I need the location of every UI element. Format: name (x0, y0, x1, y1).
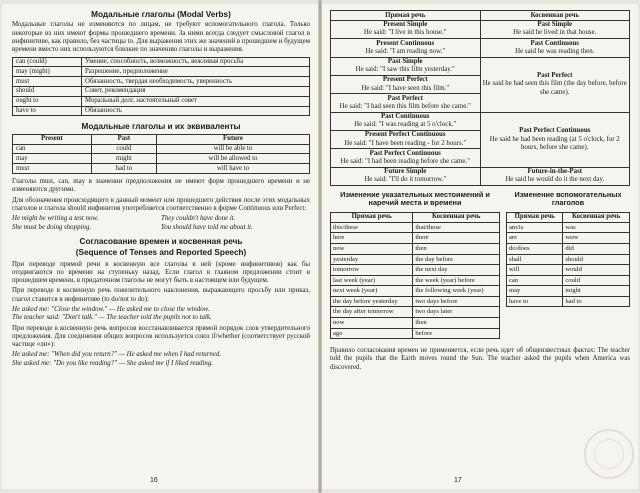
right-page (322, 4, 638, 489)
table-row (331, 167, 630, 185)
aux-reported-cell: was (563, 222, 630, 233)
table-row (13, 106, 310, 116)
aux-reported-cell: might (563, 286, 630, 297)
direct-tense-name: Past Continuous (381, 113, 430, 121)
aux-reported-cell: had to (563, 296, 630, 307)
equiv-cell: will be allowed to (156, 154, 309, 164)
sequence-example: He asked me: "When did you return?" — He asked me when I had returned. (12, 351, 222, 359)
pointer-reported-cell: that/those (413, 222, 500, 233)
equiv-cell: must (13, 164, 92, 174)
direct-tense-name: Past Perfect Continuous (369, 149, 441, 157)
modal-note-1: Глаголы must, can, may в значении предположения не имеют форм прошедшего времени и не изменяются другими. (12, 178, 310, 194)
direct-tense-name: Past Perfect (387, 94, 423, 102)
sequence-example: He asked me: "Close the window." — He asked me to close the window. (12, 306, 210, 314)
pointer-direct-cell: yesterday (331, 254, 413, 265)
pointer-direct-cell: the day before yesterday (331, 296, 413, 307)
aux-reported-cell: should (563, 254, 630, 265)
pointer-direct-cell: here (331, 233, 413, 244)
modal-verb-cell: have to (13, 106, 82, 116)
sequence-example: The teacher said: "Don't talk." — The teacher told the pupils not to talk. (12, 314, 212, 322)
pointer-reported-cell: then (413, 318, 500, 329)
note-example: They couldn't have done it. (161, 215, 236, 223)
modal-meaning-cell: Совет, рекомендация (82, 86, 310, 96)
modal-verbs-title: Модальные глаголы (Modal Verbs) (91, 10, 231, 19)
watermark-seal-icon (584, 429, 634, 479)
table-row (13, 77, 310, 87)
table-row (507, 296, 630, 307)
left-page (2, 4, 318, 489)
page-number: 17 (454, 477, 462, 484)
reported-speech-cell (480, 39, 630, 57)
equiv-header-present: Present (13, 134, 92, 144)
table-row (331, 275, 500, 286)
pointer-title: Изменение указательных местоимений и наречий места и времени (340, 189, 490, 208)
reported-tense-name: Future-in-the-Past (527, 168, 583, 176)
note-example: You should have told me about it. (161, 223, 253, 231)
modal-meaning-cell: Умение, способность, возможность, вежливая просьба (82, 57, 310, 67)
table-row (507, 286, 630, 297)
reported-example: He said he had seen this film (the day before, before she came). (482, 80, 627, 96)
tense-header-reported: Косвенная речь (480, 11, 630, 21)
reported-tense-name: Past Simple (537, 21, 573, 29)
tense-shift-table (330, 10, 630, 186)
table-row (331, 57, 630, 75)
pointer-reported-cell: then (413, 243, 500, 254)
page-number: 16 (150, 477, 158, 484)
aux-direct-cell: may (507, 286, 563, 297)
aux-header-reported: Косвенная речь (563, 212, 630, 222)
table-row (13, 96, 310, 106)
table-row (13, 144, 310, 154)
pointer-direct-cell: the day after tomorrow (331, 307, 413, 318)
sequence-paragraph-3: При переводе в косвенную речь вопросов восстанавливается прямой порядок слов утвердительного предложения. Для соединения общих вопросов используется союз if/whether (соответствует русской частице «ли»): (12, 324, 310, 349)
pointer-header-direct: Прямая речь (331, 212, 413, 222)
modal-verb-cell: should (13, 86, 82, 96)
sequence-title-ru: Согласование времен и косвенная речь (79, 236, 243, 246)
sequence-title-en: (Sequence of Tenses and Reported Speech) (75, 248, 247, 258)
equiv-cell: could (91, 144, 156, 154)
modal-verb-cell: can (could) (13, 57, 82, 67)
pointer-direct-cell: this/these (331, 222, 413, 233)
aux-reported-cell: did (563, 243, 630, 254)
modal-meaning-cell: Моральный долг, настоятельный совет (82, 96, 310, 106)
pointer-reported-cell: two days before (413, 296, 500, 307)
note-example-row (12, 215, 310, 223)
aux-reported-cell: were (563, 233, 630, 244)
equiv-cell: may (13, 154, 92, 164)
direct-tense-name: Present Perfect Continuous (364, 131, 446, 139)
table-row (331, 112, 630, 130)
reported-tense-name: Past Perfect (537, 72, 573, 80)
table-row (13, 67, 310, 77)
table-row (331, 243, 500, 254)
aux-direct-cell: can (507, 275, 563, 286)
table-row (331, 233, 500, 244)
equiv-cell: will have to (156, 164, 309, 174)
sequence-paragraph-1: При переводе прямой речи в косвенную все глаголы в ней (кроме инфинитивов) как бы отодвигаются по времени на ступеньку назад. Если глагол в главном предложении стоит в прошедшем времени, в придаточном глаголы не могут быть в настоящем или будущем. (12, 260, 310, 285)
pointer-header-reported: Косвенная речь (413, 212, 500, 222)
table-row (13, 164, 310, 174)
note-example: She must be doing shopping. (12, 223, 92, 231)
pointer-direct-cell: now (331, 243, 413, 254)
pointer-reported-cell: the next day (413, 265, 500, 276)
direct-example: He said: "I was reading at 5 o'clock." (354, 121, 457, 129)
sequence-paragraph-2: При переводе в косвенную речь повелительного наклонения, выражающего просьбу или приказ, глагол ставится в инфинитиве (to do/not to do): (12, 287, 310, 303)
direct-speech-cell (331, 130, 481, 148)
table-row (331, 222, 500, 233)
aux-direct-cell: are (507, 233, 563, 244)
reported-speech-cell (480, 112, 630, 167)
aux-header-direct: Прямая речь (507, 212, 563, 222)
direct-example: He said: "I'll do it tomorrow." (364, 176, 447, 184)
modal-note-2: Для обозначения происходящего в данный момент или прошедшего действия после этих модальных глаголов и глагола should инфинитив употребляется соответственно в форме Continuous или Perfect: (12, 196, 310, 212)
table-row (13, 57, 310, 67)
table-row (331, 39, 630, 57)
direct-example: He said: "I have been reading - for 2 hours." (344, 139, 467, 147)
direct-speech-cell (331, 167, 481, 185)
aux-title: Изменение вспомогательных глаголов (514, 189, 622, 208)
equivalents-title: Модальные глаголы и их эквиваленты (81, 122, 241, 132)
direct-example: He said: "I am reading now." (365, 47, 446, 55)
pointer-direct-cell: last week (year) (331, 275, 413, 286)
direct-speech-cell (331, 20, 481, 38)
equiv-header-past: Past (91, 134, 156, 144)
reported-example: He said he would do it the next day. (505, 176, 605, 184)
reported-tense-name: Past Continuous (530, 39, 579, 47)
pointer-reported-cell: two days later (413, 307, 500, 318)
table-row (13, 154, 310, 164)
table-row (331, 296, 500, 307)
direct-speech-cell (331, 57, 481, 75)
modal-meaning-cell: Обязанность (82, 106, 310, 116)
table-row (331, 286, 500, 297)
pointer-direct-cell: now (331, 318, 413, 329)
aux-direct-cell: have to (507, 296, 563, 307)
aux-direct-cell: shall (507, 254, 563, 265)
modal-verb-cell: ought to (13, 96, 82, 106)
pointer-reported-cell: the week (year) before (413, 275, 500, 286)
table-row (331, 307, 500, 318)
modal-verb-cell: may (might) (13, 67, 82, 77)
table-row (507, 275, 630, 286)
equiv-cell: might (91, 154, 156, 164)
reported-tense-name: Past Perfect Continuous (519, 127, 591, 135)
modal-verbs-table (12, 57, 310, 117)
aux-reported-cell: could (563, 275, 630, 286)
table-row (507, 222, 630, 233)
equiv-cell: can (13, 144, 92, 154)
sequence-example: She asked me: "Do you like reading?" — She asked me if I liked reading. (12, 359, 214, 367)
direct-speech-cell (331, 112, 481, 130)
footer-note: Правило согласования времен не применяется, если речь идет об общеизвестных фактах: The teacher told the pupils that the Earth moves round the Sun. The teacher asked the pupils when America was discovered. (330, 347, 630, 371)
equiv-header-future: Future (156, 134, 309, 144)
direct-tense-name: Past Simple (387, 58, 423, 66)
pointer-direct-cell: next week (year) (331, 286, 413, 297)
reported-example: He said he lived in that house. (513, 29, 597, 37)
table-row (331, 254, 500, 265)
pointer-direct-cell: ago (331, 328, 413, 339)
bottom-tables (330, 191, 630, 339)
direct-example: He said: "I saw this film yesterday." (355, 66, 455, 74)
pointer-table (330, 212, 500, 339)
aux-table (506, 212, 630, 308)
table-row (507, 233, 630, 244)
direct-tense-name: Present Perfect (382, 76, 428, 84)
equiv-cell: will be able to (156, 144, 309, 154)
modal-meaning-cell: Обязанность, твердая необходимость, уверенность (82, 77, 310, 87)
pointer-reported-cell: the following week (year) (413, 286, 500, 297)
direct-tense-name: Future Simple (384, 168, 427, 176)
table-row (331, 20, 630, 38)
aux-direct-cell: do/does (507, 243, 563, 254)
reported-example: He said he was reading then. (515, 47, 595, 55)
pointer-reported-cell: there (413, 233, 500, 244)
aux-reported-cell: would (563, 265, 630, 276)
modal-meaning-cell: Разрешение, предположение (82, 67, 310, 77)
direct-speech-cell (331, 75, 481, 93)
direct-speech-cell (331, 149, 481, 167)
direct-example: He said: "I had been reading before she came." (340, 157, 470, 165)
equivalents-table (12, 134, 310, 174)
table-row (331, 328, 500, 339)
table-row (331, 265, 500, 276)
note-examples (12, 215, 310, 232)
reported-speech-cell (480, 167, 630, 185)
tense-header-direct: Прямая речь (331, 11, 481, 21)
modal-verb-cell: must (13, 77, 82, 87)
table-row (507, 265, 630, 276)
modal-verbs-intro: Модальные глаголы не изменяются по лицам, не требуют вспомогательного глагола. Только некоторые из них имеют формы прошедшего времени. За ними всегда следует смысловой глагол в инфинитиве, как правило, без частицы to. Для выражения этих же значений в прошедшем и будущем времени вместо них используются близкие по значению глаголы и выражения. (12, 21, 310, 54)
pointer-reported-cell: before (413, 328, 500, 339)
direct-speech-cell (331, 94, 481, 112)
direct-speech-cell (331, 39, 481, 57)
direct-example: He said: "I have seen this film." (361, 84, 450, 92)
pointer-section (330, 191, 500, 339)
direct-tense-name: Present Simple (383, 21, 428, 29)
note-example: He might be writing a test now. (12, 215, 99, 223)
table-row (331, 318, 500, 329)
direct-example: He said: "I had seen this film before she came." (339, 102, 471, 110)
note-example-row (12, 224, 310, 232)
pointer-direct-cell: tomorrow (331, 265, 413, 276)
reported-speech-cell (480, 57, 630, 112)
aux-section (506, 191, 630, 339)
table-row (13, 86, 310, 96)
aux-direct-cell: am/is (507, 222, 563, 233)
reported-speech-cell (480, 20, 630, 38)
table-row (507, 243, 630, 254)
equiv-cell: had to (91, 164, 156, 174)
direct-example: He said: "I live in this house." (363, 29, 447, 37)
aux-direct-cell: will (507, 265, 563, 276)
reported-example: He said he had been reading (at 5 o'clock, for 2 hours, before she came). (489, 135, 620, 151)
direct-tense-name: Present Continuous (376, 39, 435, 47)
pointer-reported-cell: the day before (413, 254, 500, 265)
table-row (507, 254, 630, 265)
